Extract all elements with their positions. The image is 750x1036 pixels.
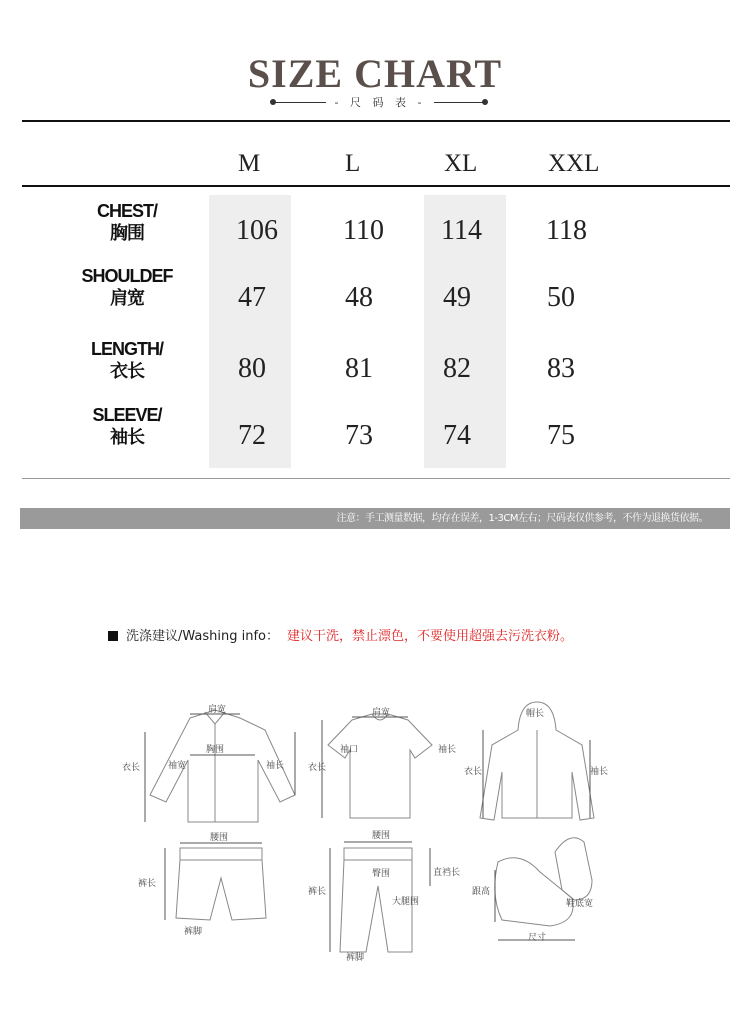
square-bullet-icon bbox=[108, 631, 118, 641]
shorts-label-hem: 裤脚 bbox=[184, 927, 203, 937]
tshirt-label-cuff: 袖口 bbox=[340, 745, 359, 755]
row-label-shoulder bbox=[62, 265, 192, 309]
cell-chest-l: 110 bbox=[343, 215, 384, 246]
pants-label-rise: 直裆长 bbox=[433, 868, 461, 878]
row-label-en: CHEST/ bbox=[96, 201, 157, 221]
shorts-label-waist: 腰围 bbox=[210, 833, 229, 843]
hoodie-label-hood: 帽长 bbox=[526, 709, 545, 719]
size-header-xl: XL bbox=[444, 150, 478, 177]
cell-chest-xl: 114 bbox=[441, 215, 482, 246]
shoes-label-size: 尺寸 bbox=[528, 933, 547, 943]
shirt-label-chest: 胸围 bbox=[206, 745, 225, 755]
hoodie-diagram bbox=[480, 702, 594, 820]
cell-shoulder-m: 47 bbox=[238, 282, 266, 313]
size-header-m: M bbox=[238, 150, 261, 177]
shirt-label-sleeve-length: 袖长 bbox=[266, 761, 285, 771]
row-label-en: LENGTH/ bbox=[91, 339, 163, 359]
cell-sleeve-xl: 74 bbox=[443, 420, 471, 451]
subtitle-line-left bbox=[274, 102, 326, 103]
subtitle-line-right bbox=[434, 102, 486, 103]
bottom-divider bbox=[22, 478, 730, 479]
cell-length-m: 80 bbox=[238, 353, 266, 384]
row-label-chest bbox=[62, 200, 192, 244]
washing-info bbox=[108, 625, 573, 644]
page-title: SIZE CHART bbox=[247, 51, 503, 96]
measurement-diagrams bbox=[0, 690, 750, 970]
hoodie-label-length: 衣长 bbox=[464, 767, 483, 777]
shirt-label-sleeve-width: 袖宽 bbox=[168, 761, 187, 771]
hoodie-label-sleeve: 袖长 bbox=[590, 767, 609, 777]
row-label-length bbox=[62, 338, 192, 382]
row-label-cn: 胸围 bbox=[110, 223, 144, 243]
size-header-l: L bbox=[345, 150, 361, 177]
cell-sleeve-xxl: 75 bbox=[547, 420, 575, 451]
washing-text: 建议干洗，禁止漂色，不要使用超强去污洗衣粉。 bbox=[287, 629, 574, 644]
row-label-cn: 衣长 bbox=[110, 361, 144, 381]
row-label-cn: 肩宽 bbox=[110, 288, 144, 308]
tshirt-label-shoulder: 肩宽 bbox=[372, 708, 391, 718]
shorts-diagram bbox=[165, 843, 266, 920]
pants-label-hem: 裤脚 bbox=[346, 953, 365, 963]
tshirt-diagram bbox=[322, 714, 432, 818]
cell-length-xl: 82 bbox=[443, 353, 471, 384]
top-divider bbox=[22, 120, 730, 122]
shoes-label-heel: 跟高 bbox=[472, 887, 491, 897]
cell-chest-m: 106 bbox=[236, 215, 278, 246]
cell-sleeve-m: 72 bbox=[238, 420, 266, 451]
washing-label: 洗涤建议/Washing info： bbox=[126, 629, 279, 644]
shirt-label-length: 衣长 bbox=[122, 763, 141, 773]
tshirt-label-length: 衣长 bbox=[308, 763, 327, 773]
header-divider bbox=[22, 185, 730, 187]
size-header-xxl: XXL bbox=[548, 150, 600, 177]
subtitle bbox=[270, 94, 490, 110]
row-label-en: SLEEVE/ bbox=[92, 405, 162, 425]
row-label-en: SHOULDEF bbox=[81, 266, 173, 286]
cell-length-l: 81 bbox=[345, 353, 373, 384]
subtitle-dot-right bbox=[482, 99, 488, 105]
cell-chest-xxl: 118 bbox=[546, 215, 587, 246]
cell-sleeve-l: 73 bbox=[345, 420, 373, 451]
shoes-diagram bbox=[495, 838, 592, 940]
row-label-cn: 袖长 bbox=[110, 427, 144, 447]
cell-length-xxl: 83 bbox=[547, 353, 575, 384]
cell-shoulder-xxl: 50 bbox=[547, 282, 575, 313]
shirt-label-shoulder: 肩宽 bbox=[208, 705, 227, 715]
cell-shoulder-l: 48 bbox=[345, 282, 373, 313]
cell-shoulder-xl: 49 bbox=[443, 282, 471, 313]
pants-label-length: 裤长 bbox=[308, 887, 327, 897]
measurement-note: 注意：手工测量数据，均存在误差，1-3CM左右；尺码表仅供参考，不作为退换货依据。 bbox=[20, 508, 730, 529]
tshirt-label-sleeve: 袖长 bbox=[438, 745, 457, 755]
subtitle-text: - 尺 码 表 - bbox=[334, 96, 426, 109]
pants-label-hip: 臀围 bbox=[372, 869, 391, 879]
row-label-sleeve bbox=[62, 404, 192, 448]
shoes-label-sole-width: 鞋底宽 bbox=[566, 899, 594, 909]
pants-label-waist: 腰围 bbox=[372, 831, 391, 841]
shorts-label-length: 裤长 bbox=[138, 879, 157, 889]
pants-label-thigh: 大腿围 bbox=[392, 897, 420, 907]
